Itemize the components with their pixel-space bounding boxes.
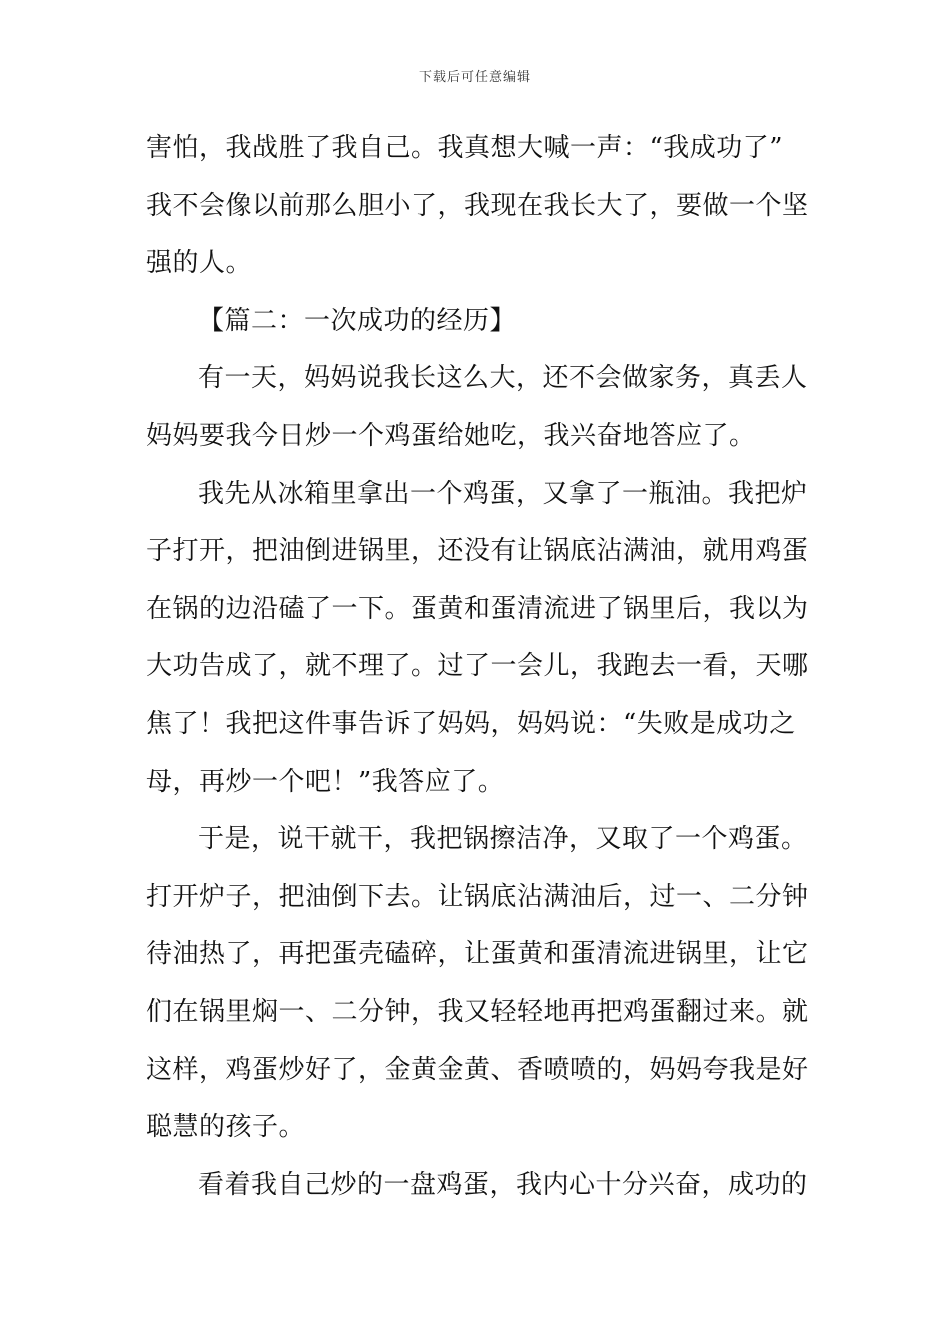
text-line: 焦了！我把这件事告诉了妈妈，妈妈说：“失败是成功之 — [146, 708, 796, 739]
text-line: 聪慧的孩子。 — [146, 1112, 306, 1143]
text-line: 打开炉子，把油倒下去。让锅底沾满油后，过一、二分钟 — [146, 881, 809, 912]
text-line: 有一天，妈妈说我长这么大，还不会做家务，真丢人 — [198, 363, 808, 394]
text-line: 害怕，我战胜了我自己。我真想大喊一声：“我成功了” — [146, 133, 784, 163]
text-line: 我不会像以前那么胆小了，我现在我长大了，要做一个坚 — [146, 190, 809, 221]
text-line: 妈妈要我今日炒一个鸡蛋给她吃，我兴奋地答应了。 — [146, 420, 756, 451]
text-line: 待油热了，再把蛋壳磕碎，让蛋黄和蛋清流进锅里，让它 — [146, 939, 809, 970]
text-line: 们在锅里焖一、二分钟，我又轻轻地再把鸡蛋翻过来。就 — [146, 996, 809, 1027]
text-line: 子打开，把油倒进锅里，还没有让锅底沾满油，就用鸡蛋 — [146, 536, 809, 567]
text-line: 母，再炒一个吧！”我答应了。 — [146, 766, 505, 797]
section-heading: 【篇二：一次成功的经历】 — [198, 305, 517, 336]
text-line: 大功告成了，就不理了。过了一会儿，我跑去一看，天哪 — [146, 651, 809, 682]
text-line: 我先从冰箱里拿出一个鸡蛋，又拿了一瓶油。我把炉 — [198, 478, 808, 509]
text-line: 于是，说干就干，我把锅擦洁净，又取了一个鸡蛋。 — [198, 824, 808, 855]
text-line: 在锅的边沿磕了一下。蛋黄和蛋清流进了锅里后，我以为 — [146, 593, 809, 624]
document-body — [146, 120, 810, 1214]
page-header: 下载后可任意编辑 — [418, 70, 531, 85]
text-line: 这样，鸡蛋炒好了，金黄金黄、香喷喷的，妈妈夸我是好 — [146, 1054, 809, 1085]
text-line: 看着我自己炒的一盘鸡蛋，我内心十分兴奋，成功的 — [198, 1169, 808, 1200]
text-line: 强的人。 — [146, 248, 253, 279]
